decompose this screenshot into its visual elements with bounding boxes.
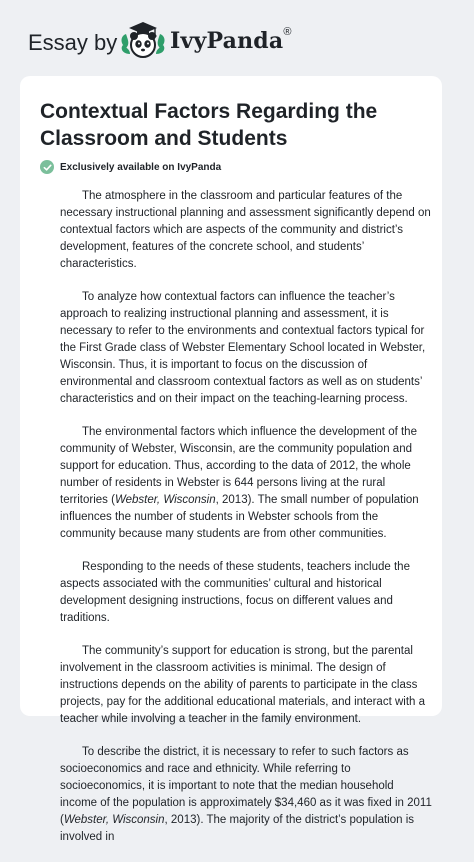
availability-badge [40, 157, 221, 177]
brand-name[interactable] [170, 28, 292, 54]
essay-body [60, 188, 432, 862]
paragraph-text: To analyze how contextual factors can influence the teacher’s approach to realizing instructional planning and assessment, it is necessary to refer to the environments and contextual factors typical for the First Grade class of Webster Elementary School located in Webster, Wisconsin. Thus, it is important to focus on the discussion of environmental and classroom contextual factors as well as on students’ characteristics and on their impact on the teaching-learning process. [60, 291, 426, 405]
paragraph-text: , 2013). The small number of population influences the number of students in Webster schools from the community because many students are from other communities. [60, 494, 419, 540]
brand-text: IvyPanda [170, 28, 284, 54]
paragraph-text: The community’s support for education is strong, but the parental involvement in the classroom activities is minimal. The design of instructions depends on the ability of parents to participate in the class projects, pay for the additional educational materials, and interact with a teacher while involving a teacher in the family environment. [60, 645, 426, 725]
paragraph [60, 424, 432, 543]
check-circle-icon [40, 160, 54, 174]
ivypanda-logo-icon[interactable] [118, 18, 168, 64]
citation-source: Webster, Wisconsin [114, 494, 216, 506]
site-header [0, 0, 474, 84]
paragraph-text: The environmental factors which influence the development of the community of Webster, Wisconsin, are the community population and support for education. Thus, according to the data of 2012, the whole number of residents in Webster is 644 persons living at the rural territories ( [60, 426, 417, 506]
registered-mark: ® [283, 26, 292, 38]
citation-source: Webster, Wisconsin [63, 814, 165, 826]
essay-title: Contextual Factors Regarding the Classroom and Students [40, 100, 378, 150]
essay-by-label: Essay by [28, 30, 118, 55]
paragraph [60, 744, 432, 846]
essay-card [20, 76, 442, 843]
paragraph [60, 643, 432, 728]
paragraph [60, 559, 432, 627]
paragraph [60, 188, 432, 273]
paragraph [60, 289, 432, 408]
paragraph-text: The atmosphere in the classroom and particular features of the necessary instructional planning and assessment significantly depend on contextual factors which are aspects of the community and district’s development, features of the concrete school, and students’ characteristics. [60, 190, 431, 270]
availability-text: Exclusively available on IvyPanda [60, 161, 222, 173]
paragraph-text: , 2013). The majority of the district’s population is involved in [60, 814, 415, 843]
paragraph-text: To describe the district, it is necessary to refer to such factors as socioeconomics and race and ethnicity. While referring to socioeconomics, it is important to note that the median household income of the population is approximately $34,460 as it was fixed in 2011 ( [60, 746, 432, 826]
paragraph-text: Responding to the needs of these students, teachers include the aspects associated with the communities’ cultural and historical development designing instructions, focus on different values and traditions. [60, 561, 410, 624]
